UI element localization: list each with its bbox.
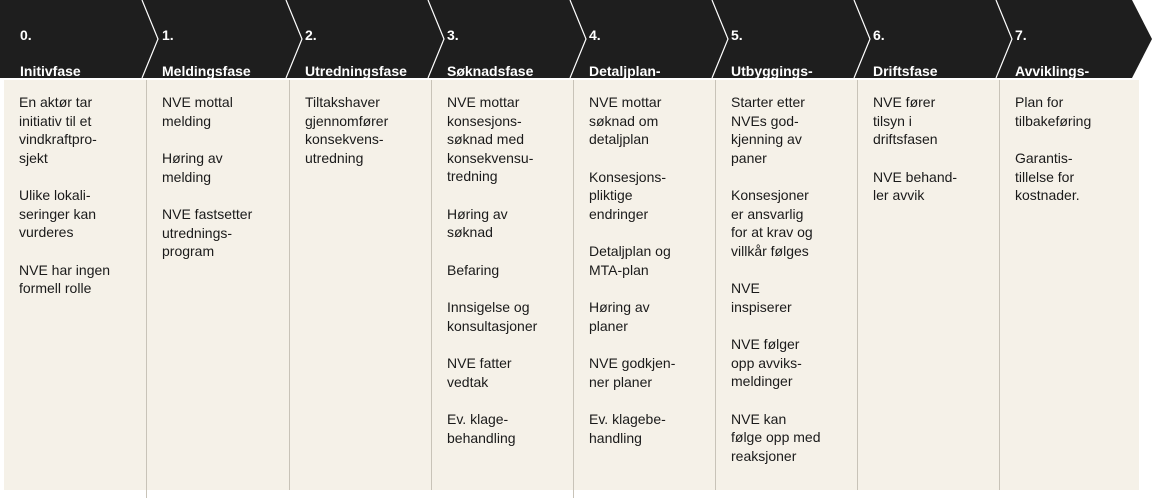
phase-title: Søknadsfase <box>447 63 534 79</box>
phase-2-column <box>289 80 431 490</box>
list-item: NVE mottal melding <box>162 94 233 129</box>
phase-arrow-banner <box>0 0 1152 78</box>
phase-1-column <box>146 80 289 490</box>
list-item: NVE har ingen formell rolle <box>19 261 111 296</box>
list-item: NVE følger opp avviks- meldinger <box>731 336 802 389</box>
list-item: Ulike lokali- seringer kan vurderes <box>19 187 97 240</box>
list-item: Starter etter NVEs god- kjenning av paner <box>731 94 805 166</box>
phase-5-column <box>715 80 857 490</box>
list-item: Ev. klage- behandling <box>447 411 516 446</box>
phase-title: Initivfase <box>20 63 81 79</box>
list-item: NVE kan følge opp med reaksjoner <box>731 410 821 464</box>
phase-4-column <box>573 80 715 490</box>
list-item: NVE mottar konsesjons- søknad med konsekvensu- tredning <box>447 94 534 184</box>
list-item: Konsesjons- pliktige endringer <box>589 168 667 222</box>
phase-number: 2. <box>305 27 317 43</box>
phase-7-column <box>999 80 1139 490</box>
list-item: NVE inspiserer <box>731 280 792 315</box>
list-item: Konsesjoner er ansvarlig for at krav og villkår følges <box>731 187 813 259</box>
divider-extension <box>146 490 147 498</box>
divider-extension <box>573 490 574 498</box>
phase-number: 7. <box>1015 27 1027 43</box>
list-item: Høring av melding <box>162 150 223 185</box>
phase-title: Driftsfase <box>873 63 938 79</box>
list-item: Ev. klagebe- handling <box>589 411 666 446</box>
list-item: Innsigelse og konsultasjoner <box>447 299 538 334</box>
list-item: Detaljplan og MTA-plan <box>589 243 671 278</box>
list-item: NVE fastsetter utrednings- program <box>162 206 253 259</box>
phase-number: 0. <box>20 27 32 43</box>
list-item: Tiltakshaver gjennomfører konsekvens- utredning <box>305 94 389 166</box>
list-item: En aktør tar initiativ til et vindkraftpro- sjekt <box>19 94 97 166</box>
phase-title: Meldingsfase <box>162 63 251 79</box>
list-item: Befaring <box>447 261 500 278</box>
list-item: Plan for tilbakeføring <box>1015 94 1092 129</box>
phase-title: Avviklings- <box>1015 63 1090 79</box>
list-item: NVE mottar søknad om detaljplan <box>589 94 662 147</box>
list-item: NVE godkjen- ner planer <box>589 355 676 390</box>
phase-number: 5. <box>731 27 743 43</box>
phase-details-row <box>0 80 1152 498</box>
phase-title: Utredningsfase <box>305 63 407 79</box>
list-item: NVE fatter vedtak <box>447 355 512 390</box>
phase-title: Utbyggings- <box>731 63 813 79</box>
list-item: NVE behand- ler avvik <box>873 168 958 203</box>
phase-6-column <box>857 80 999 490</box>
list-item: Høring av planer <box>589 299 650 334</box>
phase-number: 3. <box>447 27 459 43</box>
phase-number: 4. <box>589 27 601 43</box>
list-item: Garantis- tillelse for kostnader. <box>1015 150 1080 203</box>
phase-3-column <box>431 80 573 490</box>
list-item: NVE fører tilsyn i driftsfasen <box>873 94 938 147</box>
list-item: Høring av søknad <box>447 205 508 240</box>
phase-title: Detaljplan- <box>589 63 661 79</box>
phase-0-column <box>4 80 146 490</box>
phase-number: 6. <box>873 27 885 43</box>
phase-number: 1. <box>162 27 174 43</box>
